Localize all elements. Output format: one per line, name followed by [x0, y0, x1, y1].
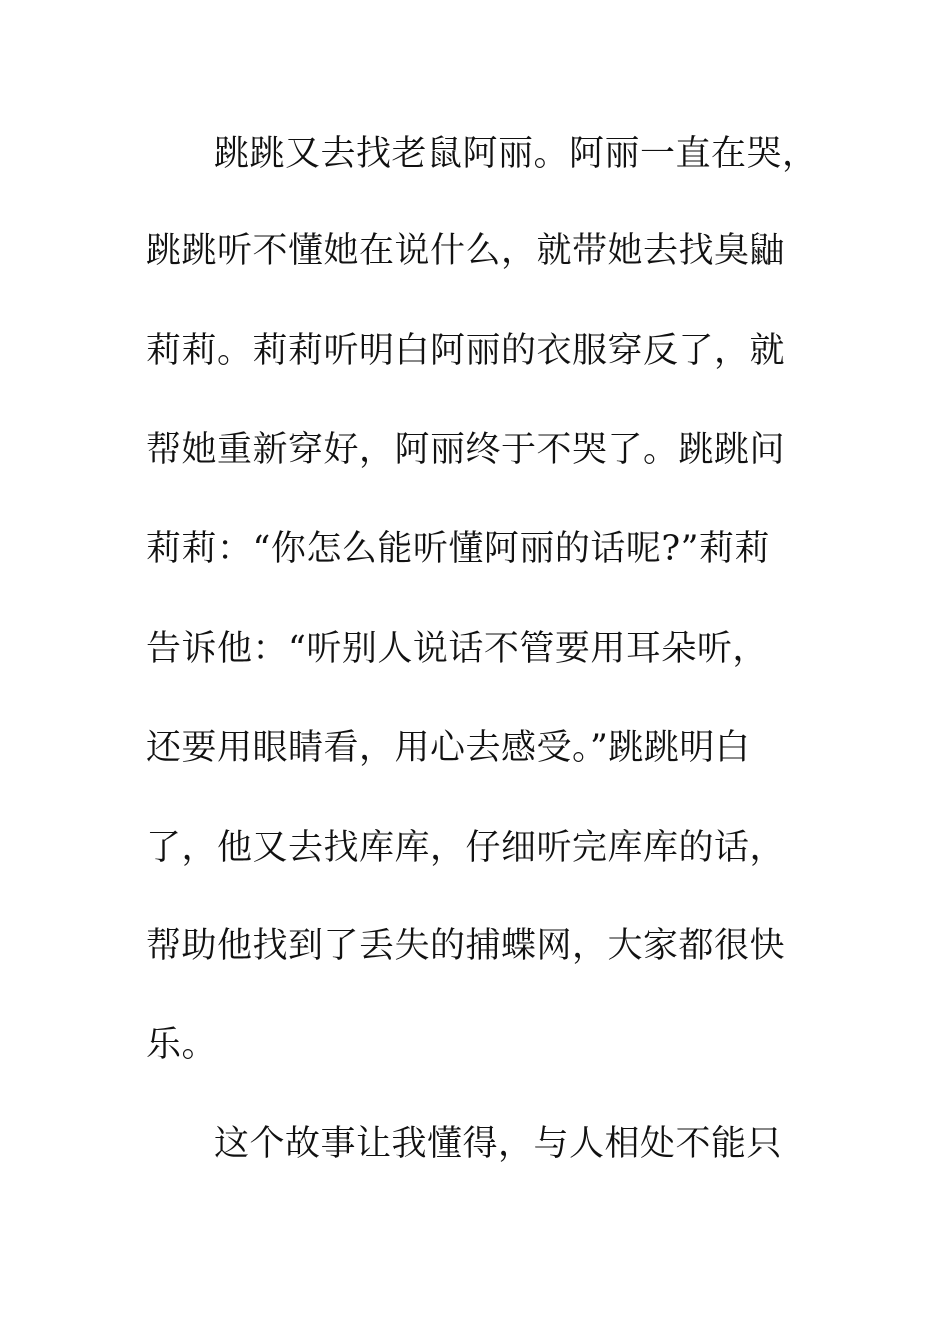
paragraph-1-line-6: 告诉他：“听别人说话不管要用耳朵听，: [146, 629, 768, 669]
paragraph-2-line-1: 这个故事让我懂得，与人相处不能只: [214, 1124, 783, 1164]
paragraph-1-line-5: 莉莉：“你怎么能听懂阿丽的话呢?”莉莉: [146, 529, 771, 569]
paragraph-1-line-9: 帮助他找到了丢失的捕蝶网，大家都很快: [146, 926, 786, 966]
paragraph-1-line-8: 了，他又去找库库，仔细听完库库的话，: [146, 828, 786, 868]
paragraph-1-line-4: 帮她重新穿好，阿丽终于不哭了。跳跳问: [146, 430, 786, 470]
paragraph-1-line-10: 乐。: [146, 1025, 218, 1065]
paragraph-1-line-3: 莉莉。莉莉听明白阿丽的衣服穿反了，就: [146, 331, 786, 371]
paragraph-1-line-2: 跳跳听不懂她在说什么，就带她去找臭鼬: [146, 231, 786, 271]
paragraph-1-line-7: 还要用眼睛看，用心去感受。”跳跳明白: [146, 728, 751, 768]
paragraph-1-line-1: 跳跳又去找老鼠阿丽。阿丽一直在哭，: [214, 134, 818, 174]
